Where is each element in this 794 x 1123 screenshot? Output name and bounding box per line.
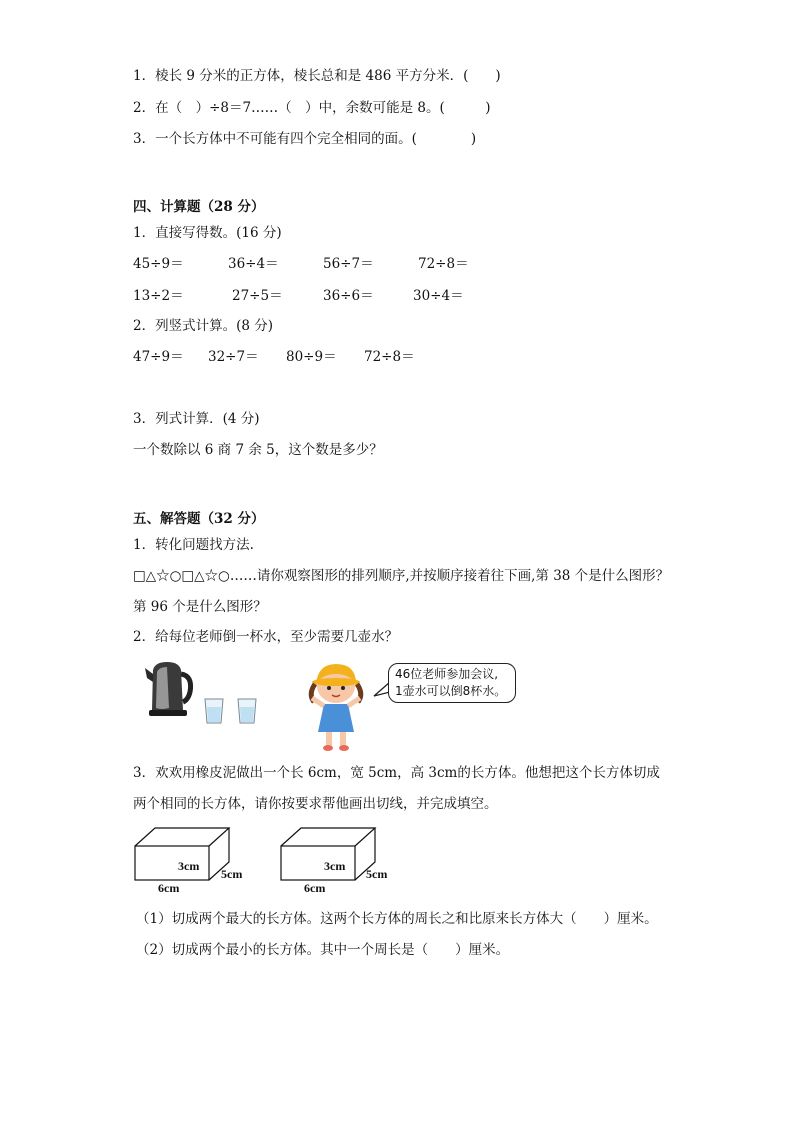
section5-title: 五、解答题（32 分） bbox=[133, 511, 265, 527]
length-label: 6cm bbox=[304, 881, 326, 895]
length-label: 6cm bbox=[158, 881, 180, 895]
equation: 56÷7＝ bbox=[323, 256, 374, 272]
judge-q3: 3．一个长方体中不可能有四个完全相同的面。( ) bbox=[133, 131, 477, 147]
glass-icon bbox=[203, 697, 225, 725]
section5-q3-line2: 两个相同的长方体，请你按要求帮他画出切线，并完成填空。 bbox=[133, 796, 498, 812]
section5-fill1: （1）切成两个最大的长方体。这两个长方体的周长之和比原来长方体大（ ）厘米。 bbox=[136, 911, 658, 927]
height-label: 3cm bbox=[178, 859, 200, 873]
equation: 72÷8＝ bbox=[418, 256, 469, 272]
bubble-line-1: 46位老师参加会议, bbox=[395, 667, 499, 681]
speech-bubble bbox=[388, 663, 516, 703]
section5-q1-line2: 第 96 个是什么图形？ bbox=[133, 599, 267, 615]
equation: 80÷9＝ bbox=[286, 349, 337, 365]
height-label: 3cm bbox=[324, 859, 346, 873]
equation: 45÷9＝ bbox=[133, 256, 184, 272]
section4-sub3: 3．列式计算．(4 分) bbox=[133, 411, 260, 427]
section4-sub3-question: 一个数除以 6 商 7 余 5，这个数是多少？ bbox=[133, 442, 383, 458]
section4-sub1: 1．直接写得数。(16 分) bbox=[133, 225, 282, 241]
section5-q1-line1: □△☆○□△☆○……请你观察图形的排列顺序,并按顺序接着往下画,第 38 个是什么图形？ bbox=[133, 568, 670, 584]
equation: 47÷9＝ bbox=[133, 349, 184, 365]
judge-q1: 1．棱长 9 分米的正方体，棱长总和是 486 平方分米．( ) bbox=[133, 68, 501, 84]
equation: 13÷2＝ bbox=[133, 288, 184, 304]
kettle-icon bbox=[143, 658, 193, 720]
equation: 30÷4＝ bbox=[413, 288, 464, 304]
section4-sub2: 2．列竖式计算。(8 分) bbox=[133, 318, 274, 334]
section5-q2: 2．给每位老师倒一杯水，至少需要几壶水？ bbox=[133, 629, 399, 645]
equation: 27÷5＝ bbox=[232, 288, 283, 304]
glass-icon bbox=[236, 697, 258, 725]
judge-q2: 2．在（ ）÷8＝7……（ ）中，余数可能是 8。( ) bbox=[133, 100, 491, 116]
section4-title: 四、计算题（28 分） bbox=[133, 199, 265, 215]
width-label: 5cm bbox=[366, 867, 388, 881]
section5-fill2: （2）切成两个最小的长方体。其中一个周长是（ ）厘米。 bbox=[136, 942, 510, 958]
equation: 36÷4＝ bbox=[228, 256, 279, 272]
section5-q3-line1: 3．欢欢用橡皮泥做出一个长 6cm，宽 5cm，高 3cm的长方体。他想把这个长方体切成 bbox=[133, 765, 660, 781]
girl-illustration bbox=[306, 660, 366, 752]
equation: 32÷7＝ bbox=[208, 349, 259, 365]
bubble-line-2: 1壶水可以倒8杯水。 bbox=[395, 684, 507, 698]
equation: 36÷6＝ bbox=[323, 288, 374, 304]
width-label: 5cm bbox=[221, 867, 243, 881]
section5-q1: 1．转化问题找方法. bbox=[133, 537, 254, 553]
equation: 72÷8＝ bbox=[364, 349, 415, 365]
